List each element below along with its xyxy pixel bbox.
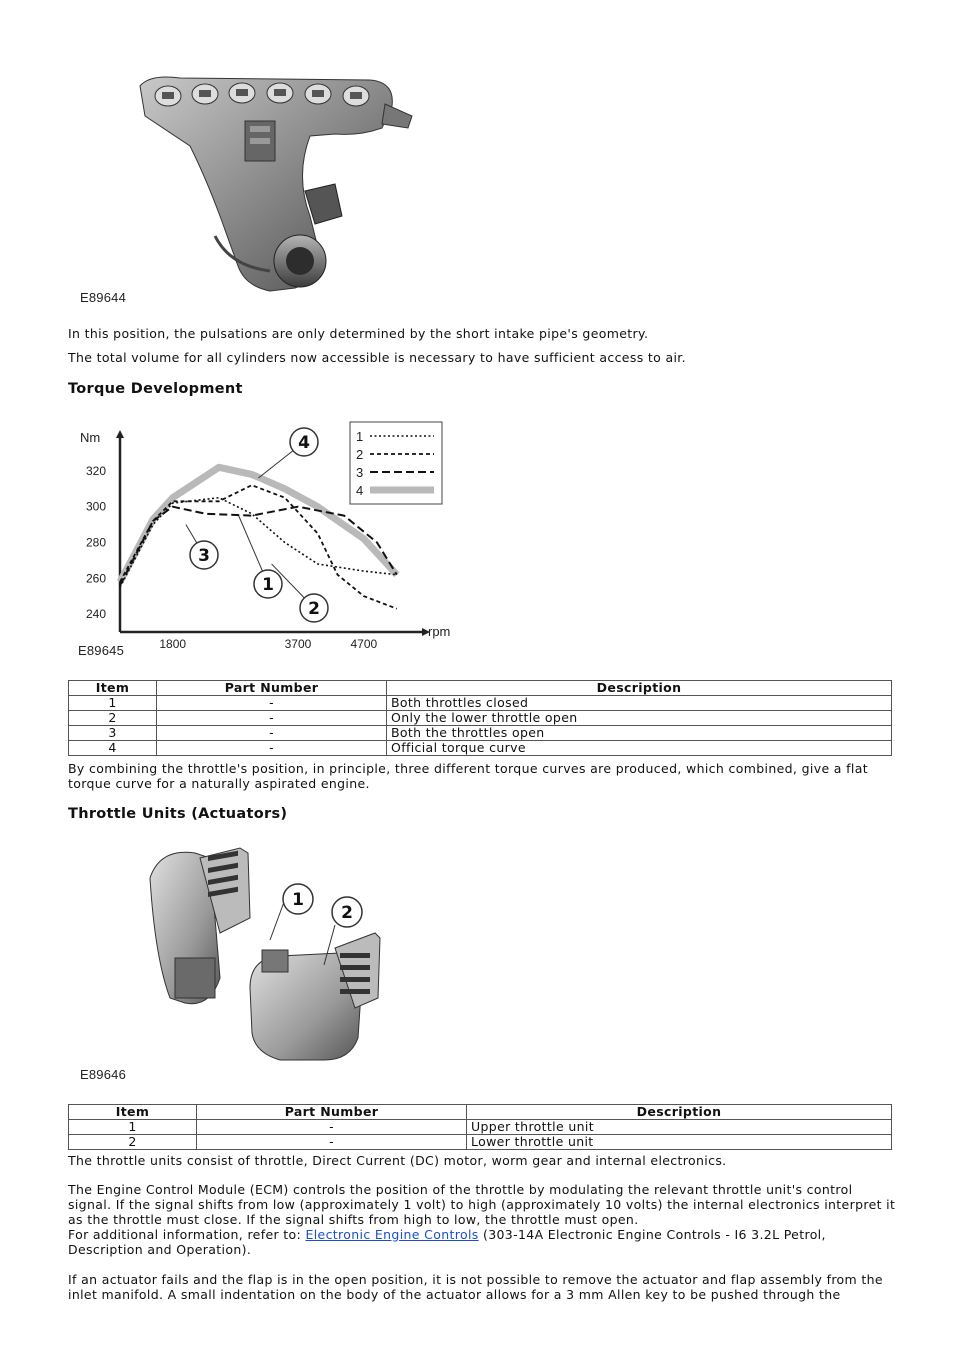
reference-suffix: (303-14A Electronic Engine Controls - I6 3.2L Petrol, Description and Operation).	[68, 1227, 826, 1257]
callout-number: 3	[198, 546, 210, 566]
paragraph: In this position, the pulsations are only determined by the short intake pipe's geometry.	[68, 326, 649, 341]
figure-label: E89646	[80, 1067, 127, 1082]
y-tick-label: 280	[86, 535, 107, 550]
cell-description: Both the throttles open	[387, 726, 892, 741]
section-heading: Torque Development	[68, 381, 243, 397]
y-tick-label: 320	[86, 463, 107, 478]
cell-description: Only the lower throttle open	[387, 711, 892, 726]
column-header-item: Item	[69, 1105, 197, 1120]
column-header-description: Description	[387, 681, 892, 696]
chart-callouts	[186, 428, 328, 622]
table-row	[69, 1120, 892, 1135]
table-row	[69, 711, 892, 726]
intake-manifold-illustration	[120, 66, 420, 306]
parts-table-throttle	[68, 1104, 892, 1150]
table-row	[69, 741, 892, 756]
table-row	[69, 1135, 892, 1150]
cell-part-number: -	[157, 726, 387, 741]
cell-item: 1	[69, 696, 157, 711]
cell-item: 1	[69, 1120, 197, 1135]
paragraph: By combining the throttle's position, in principle, three different torque curves are produced, which combined, give a flat torque curve for a naturally aspirated engine.	[68, 761, 868, 791]
cell-part-number: -	[157, 696, 387, 711]
column-header-part-number: Part Number	[197, 1105, 467, 1120]
section-heading: Throttle Units (Actuators)	[68, 806, 288, 822]
paragraph: The throttle units consist of throttle, Direct Current (DC) motor, worm gear and internal electronics.	[68, 1153, 727, 1168]
cell-part-number: -	[197, 1120, 467, 1135]
y-tick-label: 240	[86, 607, 107, 622]
cell-item: 2	[69, 1135, 197, 1150]
cell-description: Both throttles closed	[387, 696, 892, 711]
y-tick-label: 260	[86, 571, 107, 586]
x-tick-label: 3700	[284, 637, 312, 651]
callout-number: 2	[308, 599, 320, 619]
callout-leader-line	[324, 925, 335, 965]
x-axis-label: rpm	[428, 624, 451, 639]
y-axis-arrow	[116, 430, 124, 438]
reference-prefix: For additional information, refer to:	[68, 1227, 306, 1242]
table-header-row	[69, 681, 892, 696]
chart-legend	[350, 422, 442, 504]
legend-label: 1	[356, 429, 364, 444]
paragraph: The total volume for all cylinders now accessible is necessary to have sufficient access to air.	[68, 350, 686, 365]
callout-number: 1	[262, 575, 274, 595]
y-tick-label: 300	[86, 499, 107, 514]
figure-label: E89644	[80, 290, 127, 305]
torque-chart	[72, 414, 452, 660]
cell-part-number: -	[157, 741, 387, 756]
y-axis-label: Nm	[80, 430, 101, 445]
column-header-description: Description	[467, 1105, 892, 1120]
figure-label: E89645	[78, 643, 125, 658]
cell-item: 3	[69, 726, 157, 741]
callout-number: 2	[341, 903, 353, 923]
cell-item: 4	[69, 741, 157, 756]
x-tick-label: 1800	[159, 637, 187, 651]
legend-label: 4	[356, 483, 364, 498]
column-header-part-number: Part Number	[157, 681, 387, 696]
table-row	[69, 696, 892, 711]
callout-leader-line	[270, 902, 284, 940]
table-header-row	[69, 1105, 892, 1120]
callout-number: 1	[292, 890, 304, 910]
table-row	[69, 726, 892, 741]
paragraph: The Engine Control Module (ECM) controls the position of the throttle by modulating the relevant throttle unit's control signal. If the signal shifts from low (approximately 1 volt) to high (approximately 10 volts) the internal electronics interpret it as the throttle must close. If the signal shifts from high to low, the throttle must open.	[68, 1182, 896, 1227]
legend-label: 2	[356, 447, 364, 462]
cell-description: Lower throttle unit	[467, 1135, 892, 1150]
cell-item: 2	[69, 711, 157, 726]
reference-paragraph	[68, 1227, 898, 1257]
cell-part-number: -	[157, 711, 387, 726]
cell-description: Official torque curve	[387, 741, 892, 756]
electronic-engine-controls-link[interactable]: Electronic Engine Controls	[305, 1227, 479, 1242]
x-tick-label: 4700	[350, 637, 378, 651]
column-header-item: Item	[69, 681, 157, 696]
callout-number: 4	[298, 433, 310, 453]
cell-description: Upper throttle unit	[467, 1120, 892, 1135]
cell-part-number: -	[197, 1135, 467, 1150]
parts-table-torque	[68, 680, 892, 756]
legend-label: 3	[356, 465, 364, 480]
throttle-callouts	[260, 870, 370, 970]
paragraph: If an actuator fails and the flap is in the open position, it is not possible to remove the actuator and flap assembly from the inlet manifold. A small indentation on the body of the actuator allows for a 3 mm Allen key to be pushed through the	[68, 1272, 883, 1302]
